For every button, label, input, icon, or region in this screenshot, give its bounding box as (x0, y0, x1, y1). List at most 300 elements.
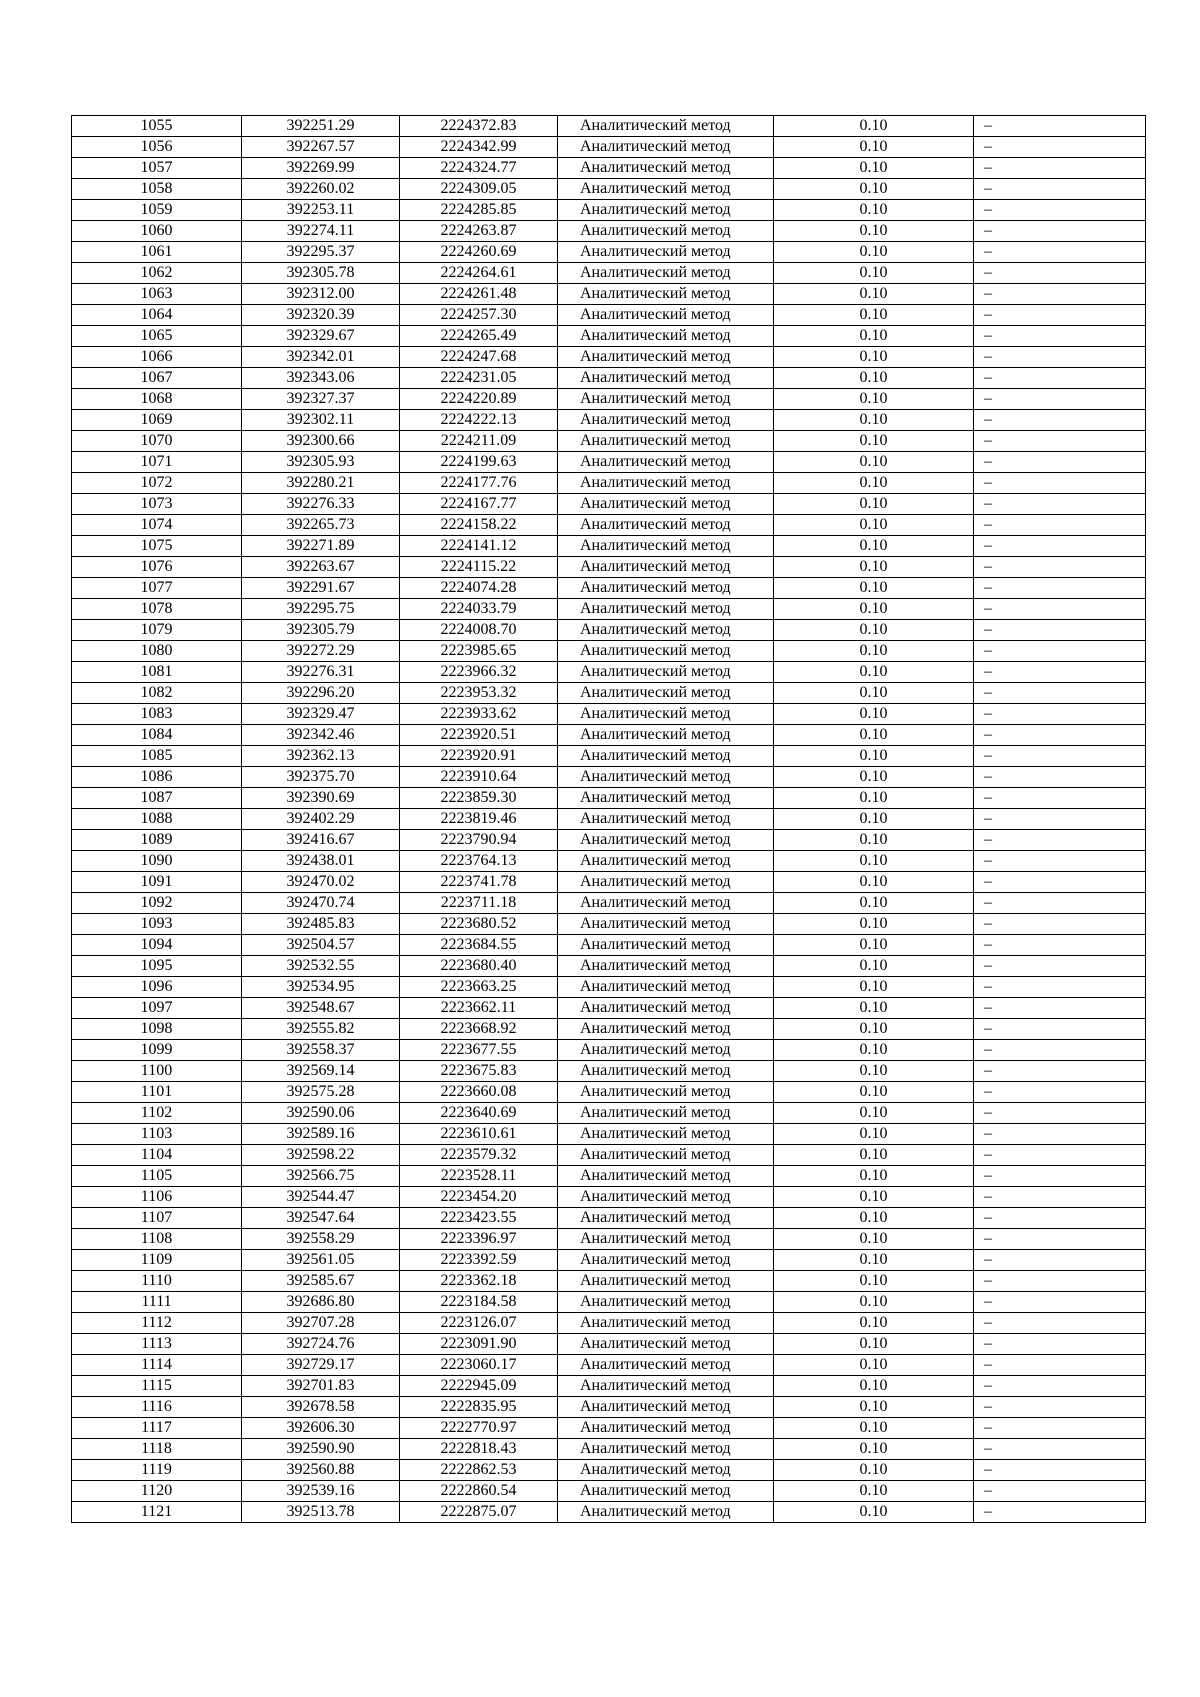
table-row (72, 725, 1146, 746)
note-cell: – (974, 809, 1146, 830)
point-number-cell: 1067 (72, 368, 242, 389)
error-cell: 0.10 (774, 179, 974, 200)
table-row (72, 1061, 1146, 1082)
table-row (72, 830, 1146, 851)
point-number-cell: 1087 (72, 788, 242, 809)
x-coordinate-cell: 392539.16 (242, 1481, 400, 1502)
x-coordinate-cell: 392569.14 (242, 1061, 400, 1082)
table-row (72, 809, 1146, 830)
point-number-cell: 1094 (72, 935, 242, 956)
table-row (72, 1229, 1146, 1250)
coordinates-table (71, 115, 1146, 1523)
table-row (72, 1292, 1146, 1313)
note-cell: – (974, 1355, 1146, 1376)
table-row (72, 788, 1146, 809)
method-cell: Аналитический метод (558, 1271, 774, 1292)
point-number-cell: 1069 (72, 410, 242, 431)
error-cell: 0.10 (774, 221, 974, 242)
point-number-cell: 1075 (72, 536, 242, 557)
x-coordinate-cell: 392295.75 (242, 599, 400, 620)
point-number-cell: 1105 (72, 1166, 242, 1187)
x-coordinate-cell: 392590.90 (242, 1439, 400, 1460)
y-coordinate-cell: 2224199.63 (400, 452, 558, 473)
y-coordinate-cell: 2224342.99 (400, 137, 558, 158)
table-row (72, 368, 1146, 389)
method-cell: Аналитический метод (558, 746, 774, 767)
error-cell: 0.10 (774, 1397, 974, 1418)
method-cell: Аналитический метод (558, 1082, 774, 1103)
table-row (72, 620, 1146, 641)
y-coordinate-cell: 2223423.55 (400, 1208, 558, 1229)
point-number-cell: 1090 (72, 851, 242, 872)
error-cell: 0.10 (774, 935, 974, 956)
point-number-cell: 1099 (72, 1040, 242, 1061)
note-cell: – (974, 452, 1146, 473)
point-number-cell: 1095 (72, 956, 242, 977)
x-coordinate-cell: 392561.05 (242, 1250, 400, 1271)
method-cell: Аналитический метод (558, 599, 774, 620)
x-coordinate-cell: 392585.67 (242, 1271, 400, 1292)
note-cell: – (974, 431, 1146, 452)
method-cell: Аналитический метод (558, 1061, 774, 1082)
x-coordinate-cell: 392729.17 (242, 1355, 400, 1376)
error-cell: 0.10 (774, 1124, 974, 1145)
note-cell: – (974, 347, 1146, 368)
error-cell: 0.10 (774, 1082, 974, 1103)
error-cell: 0.10 (774, 116, 974, 137)
note-cell: – (974, 494, 1146, 515)
error-cell: 0.10 (774, 1145, 974, 1166)
y-coordinate-cell: 2222835.95 (400, 1397, 558, 1418)
error-cell: 0.10 (774, 494, 974, 515)
error-cell: 0.10 (774, 305, 974, 326)
method-cell: Аналитический метод (558, 1103, 774, 1124)
note-cell: – (974, 1124, 1146, 1145)
method-cell: Аналитический метод (558, 326, 774, 347)
error-cell: 0.10 (774, 1439, 974, 1460)
note-cell: – (974, 1229, 1146, 1250)
method-cell: Аналитический метод (558, 1439, 774, 1460)
method-cell: Аналитический метод (558, 305, 774, 326)
x-coordinate-cell: 392438.01 (242, 851, 400, 872)
note-cell: – (974, 368, 1146, 389)
table-row (72, 1250, 1146, 1271)
point-number-cell: 1068 (72, 389, 242, 410)
error-cell: 0.10 (774, 1460, 974, 1481)
point-number-cell: 1086 (72, 767, 242, 788)
x-coordinate-cell: 392566.75 (242, 1166, 400, 1187)
method-cell: Аналитический метод (558, 704, 774, 725)
method-cell: Аналитический метод (558, 1019, 774, 1040)
y-coordinate-cell: 2224247.68 (400, 347, 558, 368)
method-cell: Аналитический метод (558, 536, 774, 557)
note-cell: – (974, 1439, 1146, 1460)
y-coordinate-cell: 2223741.78 (400, 872, 558, 893)
x-coordinate-cell: 392678.58 (242, 1397, 400, 1418)
error-cell: 0.10 (774, 662, 974, 683)
x-coordinate-cell: 392548.67 (242, 998, 400, 1019)
method-cell: Аналитический метод (558, 284, 774, 305)
note-cell: – (974, 305, 1146, 326)
point-number-cell: 1066 (72, 347, 242, 368)
method-cell: Аналитический метод (558, 515, 774, 536)
y-coordinate-cell: 2223684.55 (400, 935, 558, 956)
y-coordinate-cell: 2223362.18 (400, 1271, 558, 1292)
y-coordinate-cell: 2224260.69 (400, 242, 558, 263)
method-cell: Аналитический метод (558, 1397, 774, 1418)
y-coordinate-cell: 2224309.05 (400, 179, 558, 200)
table-row (72, 1376, 1146, 1397)
note-cell: – (974, 788, 1146, 809)
point-number-cell: 1080 (72, 641, 242, 662)
point-number-cell: 1100 (72, 1061, 242, 1082)
point-number-cell: 1102 (72, 1103, 242, 1124)
note-cell: – (974, 473, 1146, 494)
x-coordinate-cell: 392343.06 (242, 368, 400, 389)
table-row (72, 1082, 1146, 1103)
y-coordinate-cell: 2223396.97 (400, 1229, 558, 1250)
method-cell: Аналитический метод (558, 578, 774, 599)
x-coordinate-cell: 392305.79 (242, 620, 400, 641)
x-coordinate-cell: 392305.78 (242, 263, 400, 284)
error-cell: 0.10 (774, 1418, 974, 1439)
table-row (72, 641, 1146, 662)
error-cell: 0.10 (774, 1208, 974, 1229)
method-cell: Аналитический метод (558, 1250, 774, 1271)
note-cell: – (974, 851, 1146, 872)
x-coordinate-cell: 392575.28 (242, 1082, 400, 1103)
note-cell: – (974, 599, 1146, 620)
note-cell: – (974, 221, 1146, 242)
x-coordinate-cell: 392558.29 (242, 1229, 400, 1250)
x-coordinate-cell: 392291.67 (242, 578, 400, 599)
table-row (72, 389, 1146, 410)
y-coordinate-cell: 2223966.32 (400, 662, 558, 683)
y-coordinate-cell: 2223675.83 (400, 1061, 558, 1082)
note-cell: – (974, 1502, 1146, 1523)
note-cell: – (974, 578, 1146, 599)
point-number-cell: 1108 (72, 1229, 242, 1250)
error-cell: 0.10 (774, 473, 974, 494)
y-coordinate-cell: 2224285.85 (400, 200, 558, 221)
table-row (72, 494, 1146, 515)
point-number-cell: 1078 (72, 599, 242, 620)
table-row (72, 305, 1146, 326)
y-coordinate-cell: 2223859.30 (400, 788, 558, 809)
method-cell: Аналитический метод (558, 179, 774, 200)
point-number-cell: 1082 (72, 683, 242, 704)
point-number-cell: 1083 (72, 704, 242, 725)
y-coordinate-cell: 2224372.83 (400, 116, 558, 137)
note-cell: – (974, 641, 1146, 662)
x-coordinate-cell: 392416.67 (242, 830, 400, 851)
note-cell: – (974, 557, 1146, 578)
note-cell: – (974, 137, 1146, 158)
error-cell: 0.10 (774, 1166, 974, 1187)
y-coordinate-cell: 2223126.07 (400, 1313, 558, 1334)
point-number-cell: 1088 (72, 809, 242, 830)
x-coordinate-cell: 392260.02 (242, 179, 400, 200)
point-number-cell: 1097 (72, 998, 242, 1019)
table-row (72, 452, 1146, 473)
table-row (72, 557, 1146, 578)
point-number-cell: 1106 (72, 1187, 242, 1208)
y-coordinate-cell: 2223454.20 (400, 1187, 558, 1208)
x-coordinate-cell: 392470.74 (242, 893, 400, 914)
error-cell: 0.10 (774, 1376, 974, 1397)
y-coordinate-cell: 2224008.70 (400, 620, 558, 641)
y-coordinate-cell: 2222818.43 (400, 1439, 558, 1460)
error-cell: 0.10 (774, 263, 974, 284)
table-row (72, 1481, 1146, 1502)
note-cell: – (974, 410, 1146, 431)
method-cell: Аналитический метод (558, 998, 774, 1019)
note-cell: – (974, 179, 1146, 200)
method-cell: Аналитический метод (558, 1145, 774, 1166)
error-cell: 0.10 (774, 1313, 974, 1334)
error-cell: 0.10 (774, 368, 974, 389)
note-cell: – (974, 914, 1146, 935)
point-number-cell: 1096 (72, 977, 242, 998)
point-number-cell: 1057 (72, 158, 242, 179)
x-coordinate-cell: 392263.67 (242, 557, 400, 578)
point-number-cell: 1060 (72, 221, 242, 242)
table-row (72, 1208, 1146, 1229)
error-cell: 0.10 (774, 1271, 974, 1292)
error-cell: 0.10 (774, 515, 974, 536)
table-row (72, 536, 1146, 557)
note-cell: – (974, 1103, 1146, 1124)
x-coordinate-cell: 392272.29 (242, 641, 400, 662)
error-cell: 0.10 (774, 1292, 974, 1313)
y-coordinate-cell: 2223528.11 (400, 1166, 558, 1187)
point-number-cell: 1121 (72, 1502, 242, 1523)
error-cell: 0.10 (774, 767, 974, 788)
point-number-cell: 1113 (72, 1334, 242, 1355)
y-coordinate-cell: 2223660.08 (400, 1082, 558, 1103)
error-cell: 0.10 (774, 914, 974, 935)
table-row (72, 1166, 1146, 1187)
x-coordinate-cell: 392342.01 (242, 347, 400, 368)
note-cell: – (974, 158, 1146, 179)
x-coordinate-cell: 392327.37 (242, 389, 400, 410)
error-cell: 0.10 (774, 284, 974, 305)
method-cell: Аналитический метод (558, 872, 774, 893)
error-cell: 0.10 (774, 1334, 974, 1355)
note-cell: – (974, 704, 1146, 725)
y-coordinate-cell: 2224033.79 (400, 599, 558, 620)
point-number-cell: 1056 (72, 137, 242, 158)
error-cell: 0.10 (774, 1019, 974, 1040)
error-cell: 0.10 (774, 452, 974, 473)
note-cell: – (974, 767, 1146, 788)
y-coordinate-cell: 2224115.22 (400, 557, 558, 578)
note-cell: – (974, 1082, 1146, 1103)
point-number-cell: 1091 (72, 872, 242, 893)
table-row (72, 1334, 1146, 1355)
method-cell: Аналитический метод (558, 809, 774, 830)
point-number-cell: 1065 (72, 326, 242, 347)
table-row (72, 1397, 1146, 1418)
error-cell: 0.10 (774, 431, 974, 452)
error-cell: 0.10 (774, 1502, 974, 1523)
point-number-cell: 1119 (72, 1460, 242, 1481)
x-coordinate-cell: 392375.70 (242, 767, 400, 788)
method-cell: Аналитический метод (558, 1460, 774, 1481)
y-coordinate-cell: 2223184.58 (400, 1292, 558, 1313)
method-cell: Аналитический метод (558, 1229, 774, 1250)
note-cell: – (974, 998, 1146, 1019)
method-cell: Аналитический метод (558, 788, 774, 809)
note-cell: – (974, 1166, 1146, 1187)
note-cell: – (974, 1250, 1146, 1271)
note-cell: – (974, 683, 1146, 704)
x-coordinate-cell: 392329.47 (242, 704, 400, 725)
point-number-cell: 1104 (72, 1145, 242, 1166)
error-cell: 0.10 (774, 683, 974, 704)
table-row (72, 746, 1146, 767)
method-cell: Аналитический метод (558, 977, 774, 998)
y-coordinate-cell: 2223677.55 (400, 1040, 558, 1061)
note-cell: – (974, 389, 1146, 410)
x-coordinate-cell: 392320.39 (242, 305, 400, 326)
table-row (72, 1187, 1146, 1208)
point-number-cell: 1058 (72, 179, 242, 200)
method-cell: Аналитический метод (558, 1355, 774, 1376)
table-row (72, 851, 1146, 872)
table-row (72, 977, 1146, 998)
error-cell: 0.10 (774, 788, 974, 809)
point-number-cell: 1098 (72, 1019, 242, 1040)
note-cell: – (974, 872, 1146, 893)
table-row (72, 179, 1146, 200)
y-coordinate-cell: 2223985.65 (400, 641, 558, 662)
x-coordinate-cell: 392271.89 (242, 536, 400, 557)
error-cell: 0.10 (774, 956, 974, 977)
note-cell: – (974, 725, 1146, 746)
y-coordinate-cell: 2222945.09 (400, 1376, 558, 1397)
table-row (72, 242, 1146, 263)
error-cell: 0.10 (774, 620, 974, 641)
point-number-cell: 1061 (72, 242, 242, 263)
method-cell: Аналитический метод (558, 1502, 774, 1523)
table-row (72, 515, 1146, 536)
table-row (72, 200, 1146, 221)
y-coordinate-cell: 2223920.51 (400, 725, 558, 746)
y-coordinate-cell: 2224167.77 (400, 494, 558, 515)
x-coordinate-cell: 392544.47 (242, 1187, 400, 1208)
x-coordinate-cell: 392265.73 (242, 515, 400, 536)
error-cell: 0.10 (774, 137, 974, 158)
error-cell: 0.10 (774, 326, 974, 347)
y-coordinate-cell: 2224263.87 (400, 221, 558, 242)
point-number-cell: 1059 (72, 200, 242, 221)
method-cell: Аналитический метод (558, 1481, 774, 1502)
error-cell: 0.10 (774, 746, 974, 767)
method-cell: Аналитический метод (558, 620, 774, 641)
note-cell: – (974, 263, 1146, 284)
note-cell: – (974, 1145, 1146, 1166)
error-cell: 0.10 (774, 1250, 974, 1271)
method-cell: Аналитический метод (558, 851, 774, 872)
method-cell: Аналитический метод (558, 200, 774, 221)
note-cell: – (974, 1187, 1146, 1208)
x-coordinate-cell: 392560.88 (242, 1460, 400, 1481)
table-row (72, 1439, 1146, 1460)
x-coordinate-cell: 392305.93 (242, 452, 400, 473)
x-coordinate-cell: 392598.22 (242, 1145, 400, 1166)
error-cell: 0.10 (774, 830, 974, 851)
table-row (72, 1355, 1146, 1376)
error-cell: 0.10 (774, 809, 974, 830)
method-cell: Аналитический метод (558, 956, 774, 977)
x-coordinate-cell: 392280.21 (242, 473, 400, 494)
y-coordinate-cell: 2223640.69 (400, 1103, 558, 1124)
method-cell: Аналитический метод (558, 1292, 774, 1313)
x-coordinate-cell: 392269.99 (242, 158, 400, 179)
table-row (72, 1019, 1146, 1040)
point-number-cell: 1101 (72, 1082, 242, 1103)
table-row (72, 431, 1146, 452)
x-coordinate-cell: 392402.29 (242, 809, 400, 830)
error-cell: 0.10 (774, 725, 974, 746)
point-number-cell: 1062 (72, 263, 242, 284)
note-cell: – (974, 536, 1146, 557)
note-cell: – (974, 200, 1146, 221)
x-coordinate-cell: 392606.30 (242, 1418, 400, 1439)
table-row (72, 935, 1146, 956)
y-coordinate-cell: 2223392.59 (400, 1250, 558, 1271)
y-coordinate-cell: 2222862.53 (400, 1460, 558, 1481)
y-coordinate-cell: 2224158.22 (400, 515, 558, 536)
table-row (72, 704, 1146, 725)
x-coordinate-cell: 392302.11 (242, 410, 400, 431)
note-cell: – (974, 662, 1146, 683)
table-row (72, 1103, 1146, 1124)
note-cell: – (974, 620, 1146, 641)
point-number-cell: 1074 (72, 515, 242, 536)
table-row (72, 158, 1146, 179)
error-cell: 0.10 (774, 347, 974, 368)
method-cell: Аналитический метод (558, 1208, 774, 1229)
note-cell: – (974, 116, 1146, 137)
method-cell: Аналитический метод (558, 1418, 774, 1439)
error-cell: 0.10 (774, 599, 974, 620)
point-number-cell: 1117 (72, 1418, 242, 1439)
x-coordinate-cell: 392342.46 (242, 725, 400, 746)
x-coordinate-cell: 392707.28 (242, 1313, 400, 1334)
x-coordinate-cell: 392267.57 (242, 137, 400, 158)
error-cell: 0.10 (774, 872, 974, 893)
note-cell: – (974, 1334, 1146, 1355)
method-cell: Аналитический метод (558, 1166, 774, 1187)
note-cell: – (974, 1313, 1146, 1334)
point-number-cell: 1116 (72, 1397, 242, 1418)
x-coordinate-cell: 392362.13 (242, 746, 400, 767)
y-coordinate-cell: 2223764.13 (400, 851, 558, 872)
y-coordinate-cell: 2222860.54 (400, 1481, 558, 1502)
point-number-cell: 1110 (72, 1271, 242, 1292)
error-cell: 0.10 (774, 1103, 974, 1124)
y-coordinate-cell: 2223091.90 (400, 1334, 558, 1355)
error-cell: 0.10 (774, 851, 974, 872)
y-coordinate-cell: 2224074.28 (400, 578, 558, 599)
x-coordinate-cell: 392547.64 (242, 1208, 400, 1229)
x-coordinate-cell: 392534.95 (242, 977, 400, 998)
method-cell: Аналитический метод (558, 116, 774, 137)
table-row (72, 1271, 1146, 1292)
table-row (72, 683, 1146, 704)
